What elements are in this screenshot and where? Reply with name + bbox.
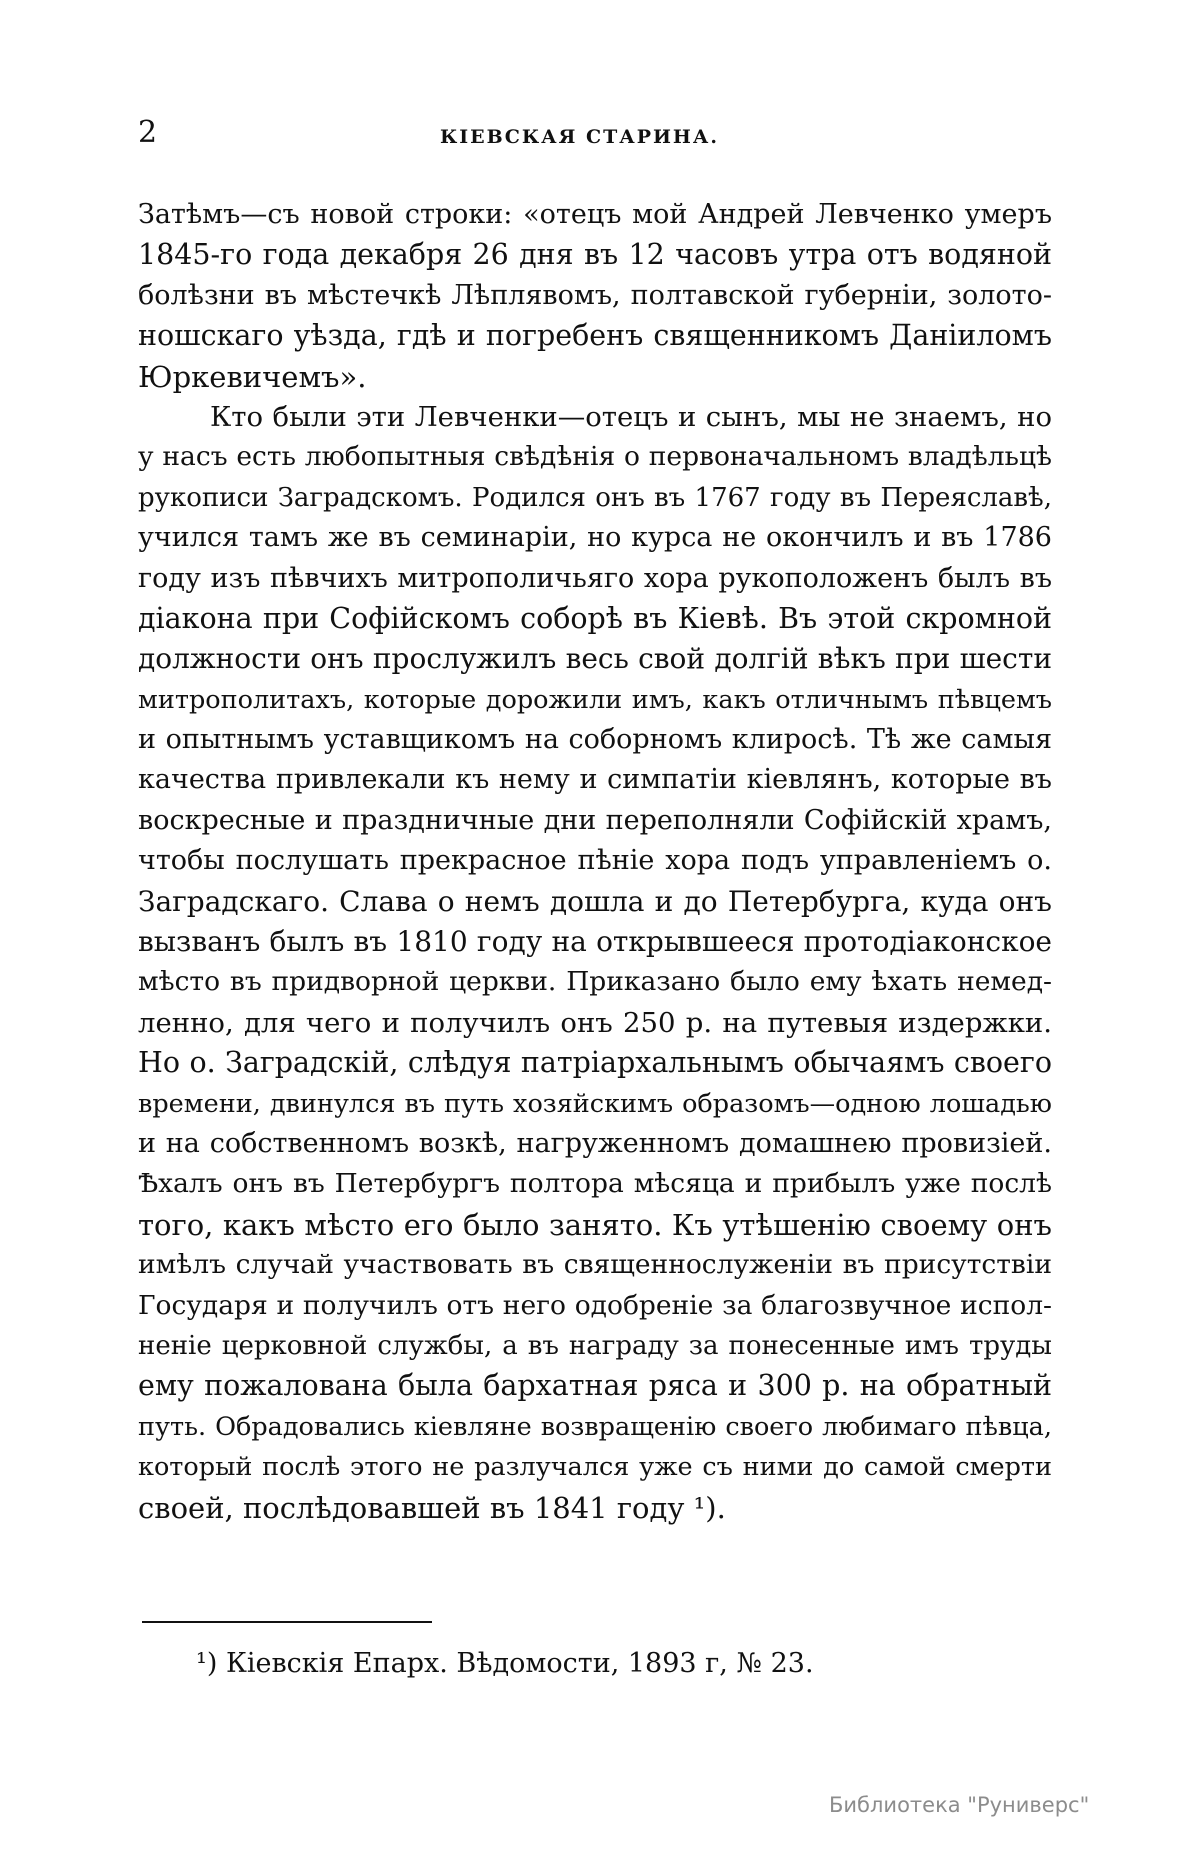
text-line: Затѣмъ—съ новой строки: «отецъ мой Андрей Левченко умеръ	[138, 199, 1052, 230]
text-line: должности онъ прослужилъ весь свой долгій вѣкъ при шести	[138, 642, 1052, 676]
text-line: учился тамъ же въ семинаріи, но курса не окончилъ и въ 1786	[138, 522, 1052, 554]
text-line: рукописи Заградскомъ. Родился онъ въ 1767 году въ Переяславѣ,	[138, 482, 1052, 513]
text-line: путь. Обрадовались кіевляне возвращенію своего любимаго пѣвца,	[138, 1411, 1052, 1442]
text-line: чтобы послушать прекрасное пѣніе хора подъ управленіемъ о.	[138, 845, 1052, 877]
text-line: у насъ есть любопытныя свѣдѣнія о первоначальномъ владѣльцѣ	[138, 441, 1052, 473]
text-line: Заградскаго. Слава о немъ дошла и до Петербурга, куда онъ	[138, 884, 1052, 918]
text-line: и на собственномъ возкѣ, нагруженномъ домашнею провизіей.	[138, 1127, 1052, 1159]
body-text	[138, 195, 1052, 1528]
text-line: времени, двинулся въ путь хозяйскимъ образомъ—одною лошадью	[138, 1088, 1052, 1119]
text-line: Ѣхалъ онъ въ Петербургъ полтора мѣсяца и прибылъ уже послѣ	[138, 1168, 1052, 1200]
text-line: ленно, для чего и получилъ онъ 250 р. на путевыя издержки.	[138, 1006, 1052, 1039]
text-line: Государя и получилъ отъ него одобреніе за благозвучное испол-	[138, 1289, 1052, 1321]
text-line: Кто были эти Левченки—отецъ и сынъ, мы не знаемъ, но	[210, 400, 1052, 433]
text-line: году изъ пѣвчихъ митрополичьяго хора рукоположенъ былъ въ	[138, 562, 1052, 594]
text-line: качества привлекали къ нему и симпатіи кіевлянъ, которые въ	[138, 764, 1052, 796]
text-line: имѣлъ случай участвовать въ священнослуженіи въ присутствіи	[138, 1249, 1052, 1281]
footnote-divider	[142, 1621, 432, 1623]
page-number: 2	[138, 115, 158, 150]
text-line: вызванъ былъ въ 1810 году на открывшееся протодіаконское	[138, 925, 1052, 959]
text-line: Но о. Заградскій, слѣдуя патріархальнымъ обычаямъ своего	[138, 1046, 1052, 1080]
text-line: ношскаго уѣзда, гдѣ и погребенъ священникомъ Даніиломъ	[138, 319, 1052, 353]
text-line: діакона при Софійскомъ соборѣ въ Кіевѣ. Въ этой скромной	[138, 601, 1052, 635]
text-line: мѣсто въ придворной церкви. Приказано было ему ѣхать немед-	[138, 966, 1052, 998]
paragraph-2	[138, 397, 1052, 1528]
paragraph-1	[138, 195, 1052, 397]
text-line: Юркевичемъ».	[138, 359, 367, 394]
text-line: 1845-го года декабря 26 дня въ 12 часовъ утра отъ водяной	[138, 238, 1052, 272]
text-line: того, какъ мѣсто его было занято. Къ утѣшенію своему онъ	[138, 1207, 1052, 1242]
footnote: ¹) Кіевскія Епарх. Вѣдомости, 1893 г, № 23.	[196, 1648, 814, 1679]
text-line: своей, послѣдовавшей въ 1841 году ¹).	[138, 1490, 726, 1525]
text-line: и опытнымъ уставщикомъ на соборномъ клиросѣ. Тѣ же самыя	[138, 724, 1052, 756]
running-title: КІЕВСКАЯ СТАРИНА.	[440, 126, 719, 148]
text-line: неніе церковной службы, а въ награду за понесенные имъ труды	[138, 1330, 1052, 1361]
text-line: болѣзни въ мѣстечкѣ Лѣплявомъ, полтавской губерніи, золото-	[138, 279, 1052, 311]
text-line: который послѣ этого не разлучался уже съ ними до самой смерти	[138, 1452, 1052, 1483]
text-line: митрополитахъ, которые дорожили имъ, какъ отличнымъ пѣвцемъ	[138, 684, 1052, 715]
text-line: воскресные и праздничные дни переполняли Софійскій храмъ,	[138, 804, 1052, 836]
library-watermark: Библиотека "Руниверс"	[829, 1793, 1090, 1817]
text-line: ему пожалована была бархатная ряса и 300 р. на обратный	[138, 1369, 1052, 1403]
